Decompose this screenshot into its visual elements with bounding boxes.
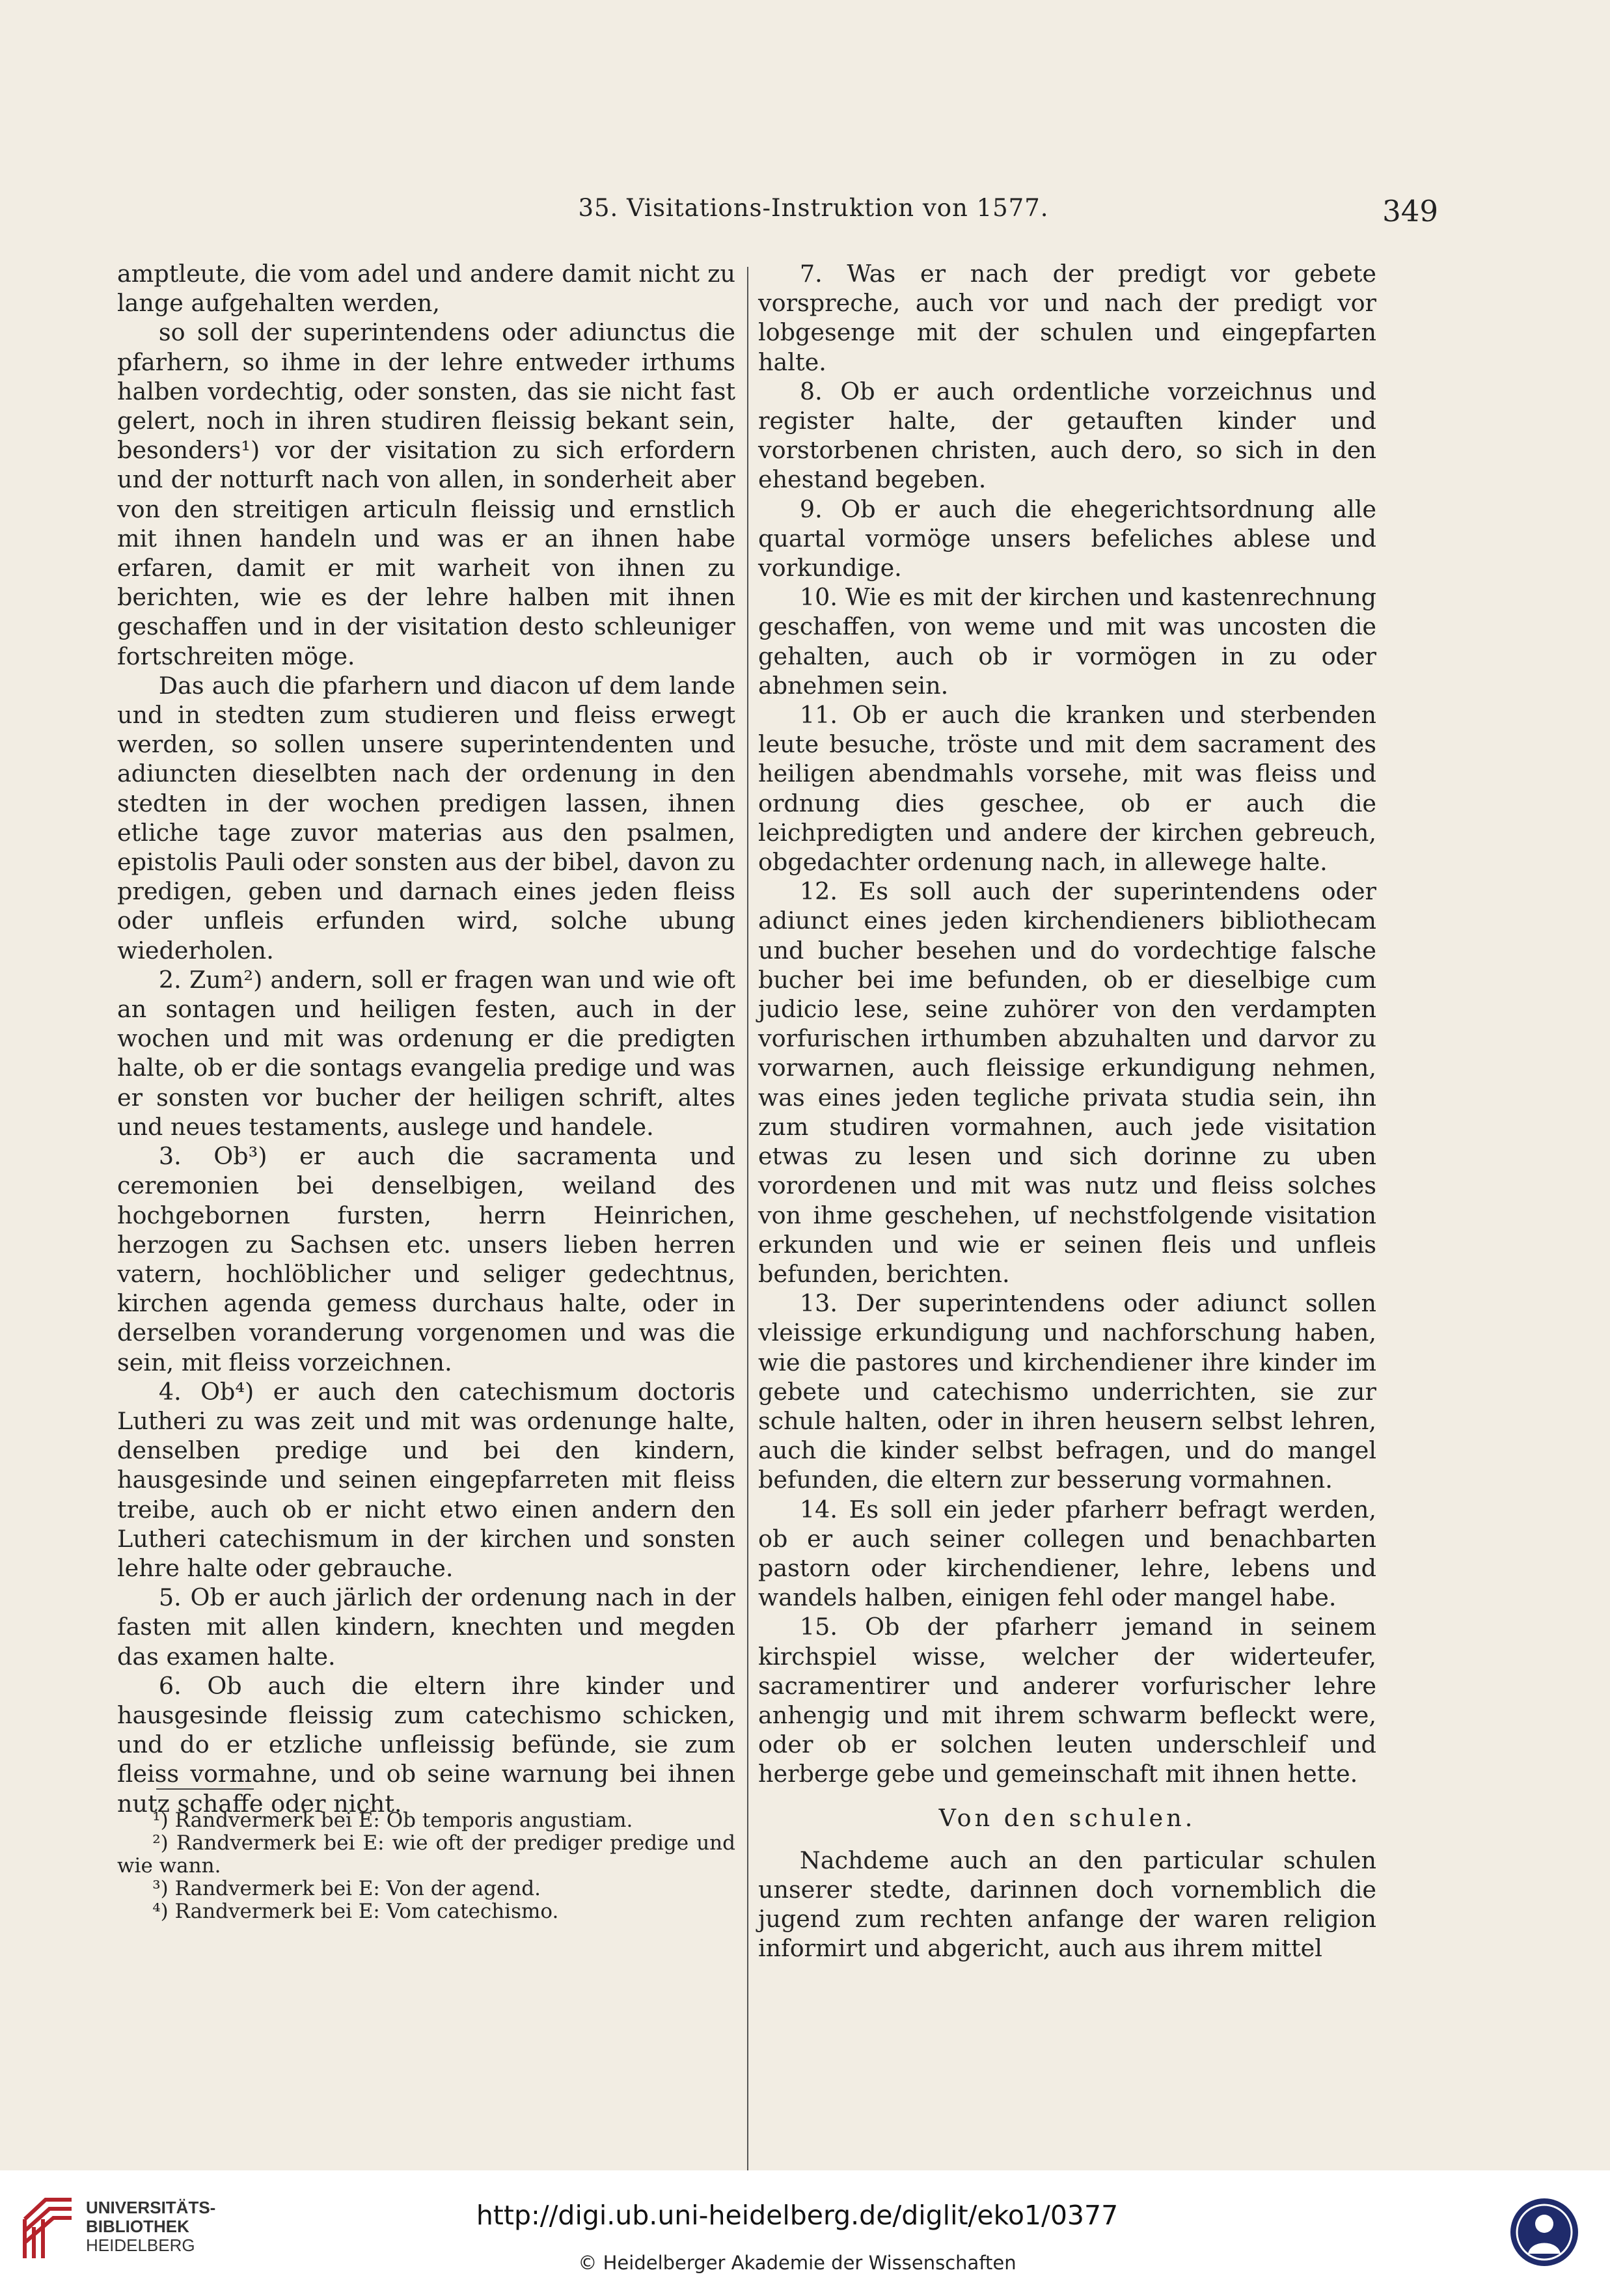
footnote: ¹) Randvermerk bei E: Ob temporis angustiam. xyxy=(152,1809,633,1832)
right-column xyxy=(758,259,1376,1963)
page-number: 349 xyxy=(1382,194,1438,228)
paragraph: 15. Ob der pfarherr jemand in seinem kirchspiel wisse, welcher der widerteufer, sacramentirer und anderer vorfurischer lehre anhengig und mit ihrem schwarm befleckt were, oder ob er solchen leuten underschleif und herberge gebe und gemeinschaft mit ihnen hette. xyxy=(758,1613,1376,1788)
library-name xyxy=(86,2198,215,2255)
paragraph: 5. Ob er auch järlich der ordenung nach in der fasten mit allen kindern, knechten und megden das examen halte. xyxy=(117,1583,735,1671)
footnote: ²) Randvermerk bei E: wie oft der prediger predige und wie wann. xyxy=(117,1831,735,1878)
paragraph: 9. Ob er auch die ehegerichtsordnung alle quartal vormöge unsers befeliches ablese und vorkundige. xyxy=(758,495,1376,582)
library-name-line: HEIDELBERG xyxy=(86,2235,195,2255)
university-seal-icon xyxy=(1508,2196,1580,2268)
library-name-line: BIBLIOTHEK xyxy=(86,2217,189,2236)
paragraph: 6. Ob auch die eltern ihre kinder und hausgesinde fleissig zum catechismo schicken, und do er etzliche unfleissig befünde, sie zum fleiss vormahne, und ob seine warnung bei ihnen nutz schaffe oder nicht. xyxy=(117,1671,735,1818)
paragraph: so soll der superintendens oder adiunctus die pfarhern, so ihme in der lehre entweder irthums halben vordechtig, oder sonsten, das sie nicht fast gelert, noch in ihren studiren fleissig bekant sein, besonders¹) vor der visitation zu sich erfordern und der notturft nach von allen, in sonderheit aber von den streitigen articuln fleissig und ernstlich mit ihnen handeln und was er an ihnen habe erfaren, damit er mit warheit von ihnen zu berichten, wie es der lehre halben mit ihnen geschaffen und in der visitation desto schleuniger fortschreiten möge. xyxy=(117,318,735,670)
paragraph: 2. Zum²) andern, soll er fragen wan und wie oft an sontagen und heiligen festen, auch in der wochen und mit was ordenung er die predigten halte, ob er die sontags evangelia predige und was er sonsten vor bucher der heiligen schrift, altes und neues testaments, auslege und handele. xyxy=(117,965,735,1141)
footnote: ³) Randvermerk bei E: Von der agend. xyxy=(152,1877,541,1900)
paragraph: 7. Was er nach der predigt vor gebete vorspreche, auch vor und nach der predigt vor lobgesenge mit der schulen und eingepfarten halte. xyxy=(758,260,1376,376)
paragraph: 8. Ob er auch ordentliche vorzeichnus und register halte, der getauften kinder und vorstorbenen christen, auch dero, so sich in den ehestand begeben. xyxy=(758,377,1376,494)
footnote: ⁴) Randvermerk bei E: Vom catechismo. xyxy=(152,1900,559,1923)
running-header-title: 35. Visitations-Instruktion von 1577. xyxy=(578,194,1049,222)
left-column xyxy=(117,259,735,1818)
library-name-line: UNIVERSITÄTS- xyxy=(86,2198,216,2217)
paragraph: 12. Es soll auch der superintendens oder adiunct eines jeden kirchendieners bibliothecam und bucher besehen und do vordechtige falsche bucher bei ime befunden, ob er dieselbige cum judicio lese, seine zuhörer von den verdampten vorfurischen irthumben abzuhalten und darvor zu vorwarnen, auch fleissige erkundigung nehmen, was eines jeden tegliche privata studia sein, ihn zum studiren vormahnen, auch jede visitation etwas zu lesen und sich dorinne zu uben vorordenen und mit was nutz und fleiss solches von ihme geschehen, uf nechstfolgende visitation erkunden und wie er seinen fleis und unfleis befunden, berichten. xyxy=(758,877,1376,1288)
paragraph: 13. Der superintendens oder adiunct sollen vleissige erkundigung und nachforschung haben, wie die pastores und kirchendiener ihre kinder im gebete und catechismo underrichten, sie zur schule halten, oder in ihren heusern selbst lehren, auch die kinder selbst befragen, und do mangel befunden, die eltern zur besserung vormahnen. xyxy=(758,1289,1376,1494)
library-logo-icon xyxy=(20,2193,78,2265)
paragraph: 10. Wie es mit der kirchen und kastenrechnung geschaffen, von weme und mit was uncosten die gehalten, auch ob ir vormögen in zu oder abnehmen sein. xyxy=(758,583,1376,700)
footnotes xyxy=(117,1809,735,1923)
paragraph: 4. Ob⁴) er auch den catechismum doctoris Lutheri zu was zeit und mit was ordenunge halte, denselben predige und bei den kindern, hausgesinde und seinen eingepfarreten mit fleiss treibe, auch ob er nicht etwo einen andern den Lutheri catechismum in der kirchen und sonsten lehre halte oder gebrauche. xyxy=(117,1377,735,1582)
footer-bar xyxy=(0,2170,1610,2296)
paragraph: 3. Ob³) er auch die sacramenta und ceremonien bei denselbigen, weiland des hochgebornen fursten, herrn Heinrichen, herzogen zu Sachsen etc. unsers lieben herren vatern, hochlöblicher und seliger gedechtnus, kirchen agenda gemess durchaus halte, oder in derselben voranderung vorgenomen und was die sein, mit fleiss vorzeichnen. xyxy=(117,1142,735,1376)
paragraph: 14. Es soll ein jeder pfarherr befragt werden, ob er auch seiner collegen und benachbarten pastorn oder kirchendiener, lehre, lebens und wandels halben, einigen fehl oder mangel habe. xyxy=(758,1495,1376,1612)
paragraph: 11. Ob er auch die kranken und sterbenden leute besuche, tröste und mit dem sacrament des heiligen abendmahls vorsehe, mit was fleiss und ordnung dies geschee, ob er auch die leichpredigten und andere der kirchen gebreuch, obgedachter ordenung nach, in allewege halte. xyxy=(758,701,1376,877)
paragraph: Das auch die pfarhern und diacon uf dem lande und in stedten zum studieren und fleiss erwegt werden, so sollen unsere superintendenten und adiuncten dieselbten nach der ordenung in den stedten in der wochen predigen lassen, ihnen etliche tage zuvor materias aus den psalmen, epistolis Pauli oder sonsten aus der bibel, davon zu predigen, geben und darnach eines jeden fleiss oder unfleis erfunden wird, solche ubung wiederholen. xyxy=(117,671,735,964)
section-heading: Von den schulen. xyxy=(938,1803,1196,1832)
footnote-separator xyxy=(156,1788,254,1790)
permalink-url[interactable]: http://digi.ub.uni-heidelberg.de/diglit/eko1/0377 xyxy=(476,2200,1119,2231)
paragraph: Nachdeme auch an den particular schulen unserer stedte, darinnen doch vornemblich die jugend zum rechten anfange der waren religion informirt und abgericht, auch aus ihrem mittel xyxy=(758,1846,1376,1963)
copyright-notice: © Heidelberger Akademie der Wissenschaften xyxy=(578,2252,1016,2274)
column-divider xyxy=(747,267,748,2258)
paragraph: amptleute, die vom adel und andere damit nicht zu lange aufgehalten werden, xyxy=(117,260,735,318)
